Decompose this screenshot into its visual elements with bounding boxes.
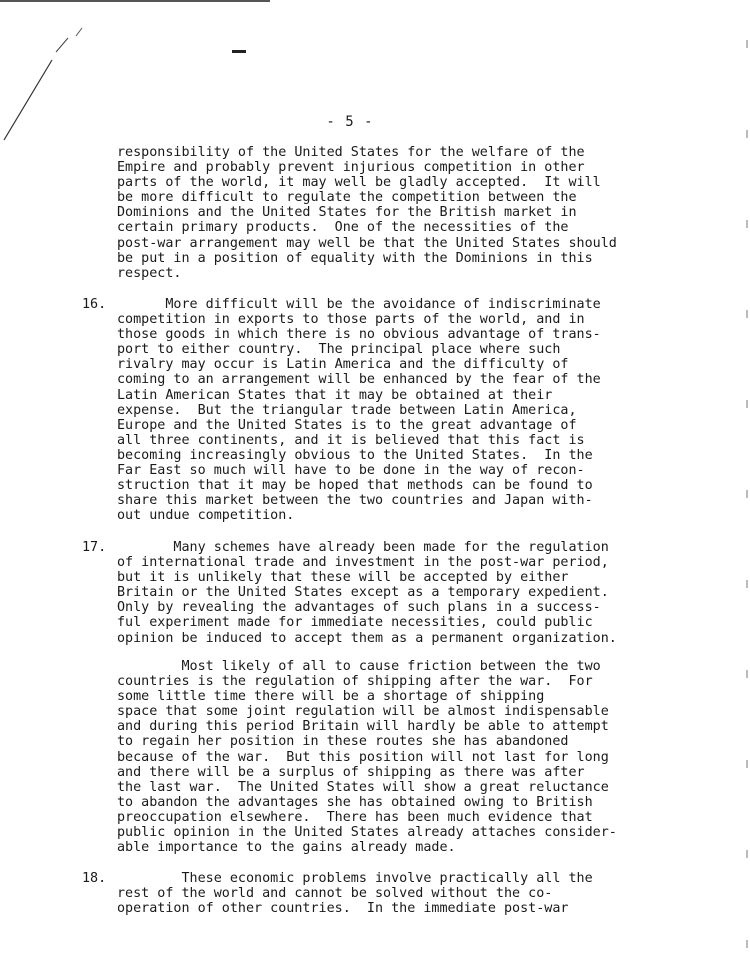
page-number: - 5 - bbox=[326, 114, 374, 130]
scan-margin-marks bbox=[0, 0, 100, 160]
paragraph-continuation: responsibility of the United States for the welfare of the Empire and probably prevent injurious competition in other parts of the world, it may well be gladly accepted. It will be more difficult to regulate the competition between the Dominions and the United States for the British market in certain primary products. One of the necessities of the post-war arrangement may well be that the United States should be put in a position of equality with the Dominions in this respect. bbox=[117, 145, 617, 281]
paragraph-number-17: 17. bbox=[82, 540, 107, 555]
paragraph-16: More difficult will be the avoidance of indiscriminate competition in exports to those parts of the world, and in those goods in which there is no obvious advantage of trans- port to either country. The principal place where such rivalry may occur is Latin America and the difficulty of coming to an arrangement will be enhanced by the fear of the Latin American States that it may be obtained at their expense. But the triangular trade between Latin America, Europe and the United States is to the great advantage of all three continents, and it is believed that this fact is becoming increasingly obvious to the United States. In the Far East so much will have to be done in the way of recon- struction that it may be hoped that methods can be found to share this market between the two countries and Japan with- out undue competition. bbox=[117, 297, 601, 524]
paragraph-shipping: Most likely of all to cause friction between the two countries is the regulation of shipping after the war. For some little time there will be a shortage of shipping space that some joint regulation will be almost indispensable and during this period Britain will hardly be able to attempt to regain her position in these routes she has abandoned because of the war. But this position will not last for long and there will be a surplus of shipping as there was after the last war. The United States will show a great reluctance to abandon the advantages she has obtained owing to British preoccupation elsewhere. There has been much evidence that public opinion in the United States already attaches consider- able importance to the gains already made. bbox=[117, 659, 617, 856]
paragraph-number-16: 16. bbox=[82, 297, 107, 312]
scan-dash-mark bbox=[232, 50, 246, 53]
paragraph-number-18: 18. bbox=[82, 871, 107, 886]
paragraph-17: Many schemes have already been made for the regulation of international trade and investment in the post-war period, but it is unlikely that these will be accepted by either Britain or the United States except as a temporary expedient. Only by revealing the advantages of such plans in a success- ful experiment made for immediate necessities, could public opinion be induced to accept them as a permanent organization. bbox=[117, 540, 617, 646]
scan-right-edge bbox=[746, 0, 748, 972]
paragraph-18: These economic problems involve practically all the rest of the world and cannot be solved without the co- operation of other countries. In the immediate post-war bbox=[117, 871, 593, 917]
